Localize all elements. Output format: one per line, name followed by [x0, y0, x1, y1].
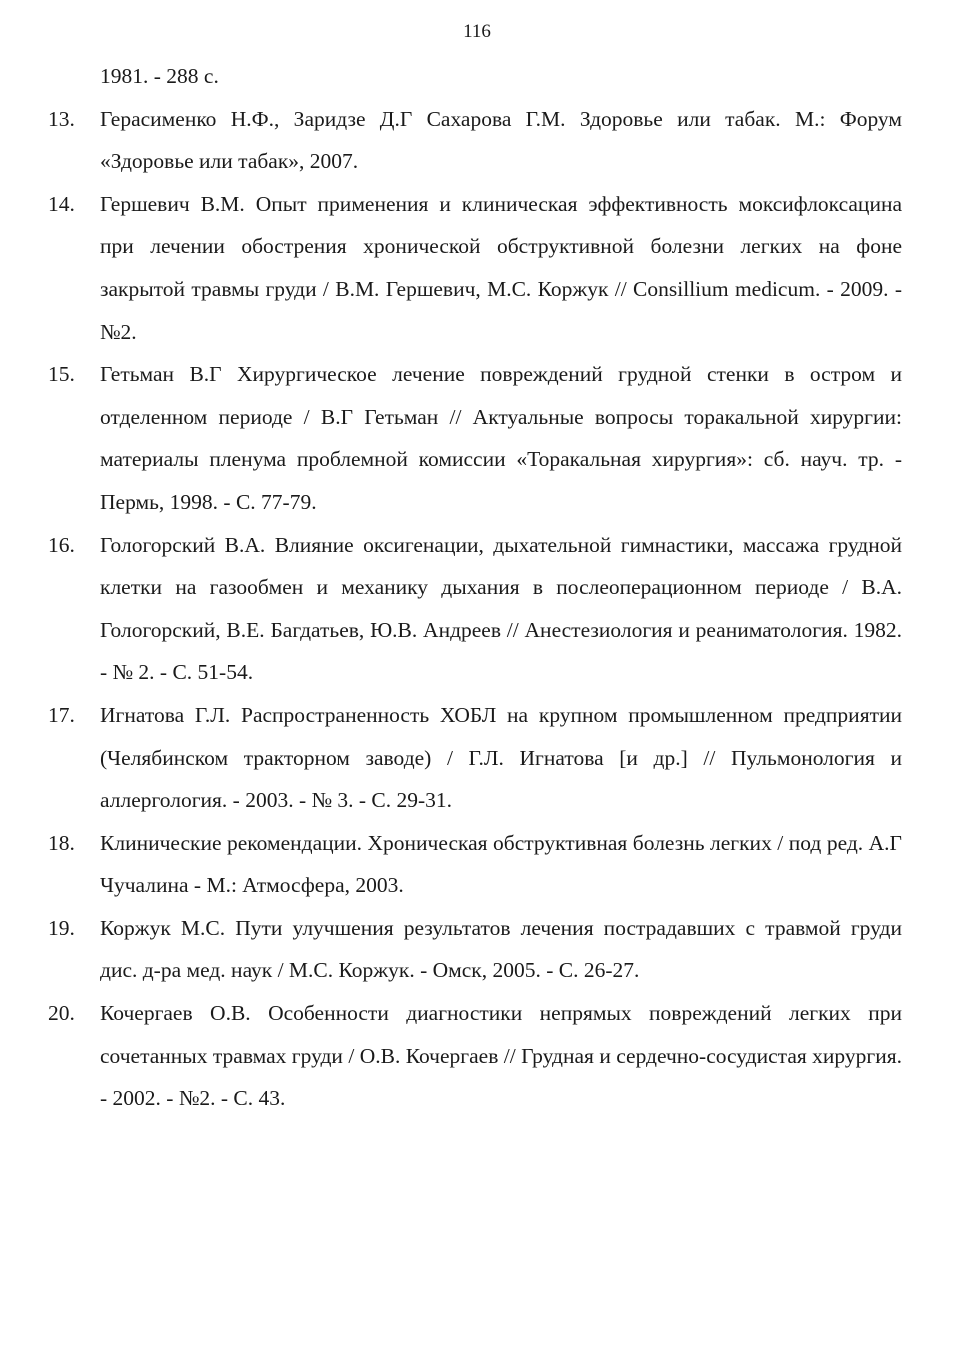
- reference-item: [48, 183, 902, 353]
- reference-item: [48, 353, 902, 523]
- reference-text: Кочергаев О.В. Особенности диагностики непрямых повреждений легких при сочетанных травмах груди / О.В. Кочергаев // Грудная и сердечно-сосудистая хирургия. - 2002. - №2. - С. 43.: [100, 1001, 902, 1111]
- reference-number: 16.: [48, 532, 75, 557]
- reference-item: [48, 907, 902, 992]
- reference-number: 17.: [48, 702, 75, 727]
- reference-list: [48, 55, 902, 1120]
- reference-text: Герасименко Н.Ф., Заридзе Д.Г Сахарова Г.М. Здоровье или табак. М.: Форум «Здоровье или табак», 2007.: [100, 106, 902, 174]
- reference-number: 14.: [48, 191, 75, 216]
- reference-item: [48, 992, 902, 1120]
- reference-item: [48, 98, 902, 183]
- reference-number: 20.: [48, 1001, 75, 1026]
- reference-text: Клинические рекомендации. Хроническая обструктивная болезнь легких / под ред. А.Г Чучалина - М.: Атмосфера, 2003.: [100, 830, 902, 898]
- reference-item: [48, 694, 902, 822]
- reference-number: 13.: [48, 106, 75, 131]
- reference-number: 19.: [48, 915, 75, 940]
- reference-text: Гетьман В.Г Хирургическое лечение повреждений грудной стенки в остром и отделенном периоде / В.Г Гетьман // Актуальные вопросы торакальной хирургии: материалы пленума проблемной комиссии «Торакальная хирургия»: сб. науч. тр. - Пермь, 1998. - С. 77-79.: [100, 362, 902, 514]
- reference-text: Гологорский В.А. Влияние оксигенации, дыхательной гимнастики, массажа грудной клетки на газообмен и механику дыхания в послеоперационном периоде / В.А. Гологорский, В.Е. Багдатьев, Ю.В. Андреев // Анестезиология и реаниматология. 1982. - № 2. - С. 51-54.: [100, 532, 902, 685]
- reference-text: Игнатова Г.Л. Распространенность ХОБЛ на крупном промышленном предприятии (Челябинском тракторном заводе) / Г.Л. Игнатова [и др.] // Пульмонология и аллергология. - 2003. - № 3. - С. 29-31.: [100, 702, 902, 813]
- reference-text: Гершевич В.М. Опыт применения и клиническая эффективность моксифлоксацина при лечении обострения хронической обструктивной болезни легких на фоне закрытой травмы груди / В.М. Гершевич, М.С. Коржук // Consillium medicum. - 2009. - №2.: [100, 191, 902, 344]
- reference-continuation: 1981. - 288 с.: [100, 64, 219, 88]
- page-number: 116: [463, 21, 491, 42]
- reference-text: Коржук М.С. Пути улучшения результатов лечения пострадавших с травмой груди дис. д-ра мед. наук / М.С. Коржук. - Омск, 2005. - С. 26-27.: [100, 915, 902, 983]
- reference-number: 15.: [48, 362, 75, 387]
- reference-item: [48, 822, 902, 907]
- reference-item: [48, 524, 902, 694]
- reference-number: 18.: [48, 830, 75, 855]
